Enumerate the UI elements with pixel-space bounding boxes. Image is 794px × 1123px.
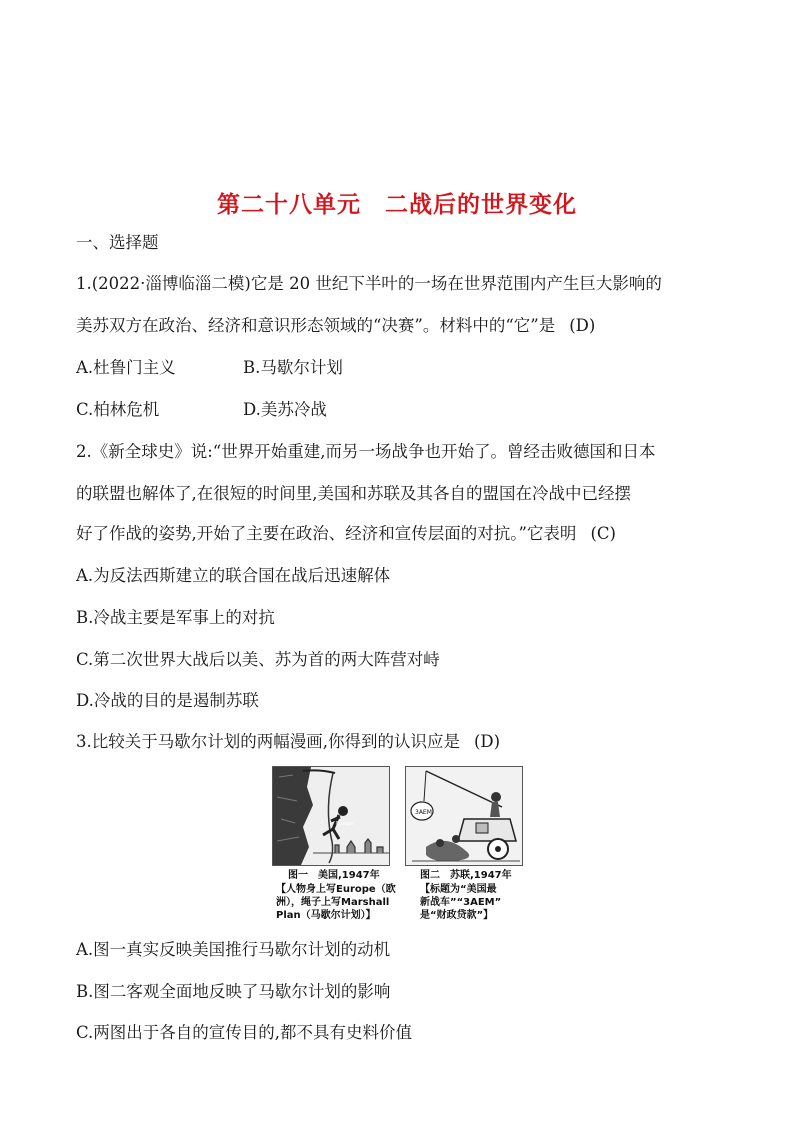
q2-stem-line-2: 的联盟也解体了,在很短的时间里,美国和苏联及其各自的盟国在冷战中已经摆 xyxy=(76,484,631,503)
q1-stem-text: 美苏双方在政治、经济和意识形态领域的“决赛”。材料中的“它”是 xyxy=(76,316,556,335)
figure-1-caption-line-1: 【人物身上写Europe（欧 xyxy=(276,884,396,895)
climber-cartoon-image xyxy=(273,767,389,865)
3aem-label: 3AEM xyxy=(415,809,432,816)
q1-answer: (D) xyxy=(569,316,596,335)
europe-label: Europe xyxy=(336,821,354,827)
figure-1-caption-line-2: 洲），绳子上写Marshall xyxy=(276,897,390,908)
figure-2-caption-line-2: 新战车”“3AEM” xyxy=(420,897,502,908)
figure-2-caption-line-3: 是“财政贷款”】 xyxy=(420,910,494,921)
figure-2-caption-line-1: 【标题为“美国最 xyxy=(420,884,497,895)
tank-cartoon-image xyxy=(406,767,522,865)
q1-option-b: B.马歇尔计划 xyxy=(243,358,343,377)
unit-title: 第二十八单元 二战后的世界变化 xyxy=(217,192,577,218)
cartoon-figure-1 xyxy=(272,766,390,866)
figure-2-caption-title: 图二 苏联,1947年 xyxy=(420,870,512,881)
figure-1-caption-line-3: Plan（马歇尔计划）】 xyxy=(276,910,376,921)
q3-stem-line-1 xyxy=(76,731,500,753)
q2-option-c: C.第二次世界大战后以美、苏为首的两大阵营对峙 xyxy=(76,650,440,669)
q1-option-a: A.杜鲁门主义 xyxy=(76,358,176,377)
q1-option-d: D.美苏冷战 xyxy=(243,400,327,419)
q2-stem-line-3 xyxy=(76,523,616,545)
q2-option-a: A.为反法西斯建立的联合国在战后迅速解体 xyxy=(76,566,391,585)
q2-answer: (C) xyxy=(590,524,616,543)
q3-option-b: B.图二客观全面地反映了马歇尔计划的影响 xyxy=(76,982,391,1001)
section-heading: 一、选择题 xyxy=(76,233,159,252)
q2-stem-line-1: 2.《新全球史》说:“世界开始重建,而另一场战争也开始了。曾经击败德国和日本 xyxy=(76,442,656,461)
figure-1-caption-title: 图一 美国,1947年 xyxy=(288,870,380,881)
q1-stem-line-1: 1.(2022·淄博临淄二模)它是 20 世纪下半叶的一场在世界范围内产生巨大影响的 xyxy=(76,274,662,293)
q3-stem-text: 3.比较关于马歇尔计划的两幅漫画,你得到的认识应是 xyxy=(76,732,460,751)
q3-answer: (D) xyxy=(474,732,501,751)
q2-stem-text: 好了作战的姿势,开始了主要在政治、经济和宣传层面的对抗。”它表明 xyxy=(76,524,577,543)
q1-stem-line-2 xyxy=(76,315,595,337)
q2-option-d: D.冷战的目的是遏制苏联 xyxy=(76,691,259,710)
q3-option-a: A.图一真实反映美国推行马歇尔计划的动机 xyxy=(76,940,391,959)
cartoon-figure-2 xyxy=(405,766,523,866)
q2-option-b: B.冷战主要是军事上的对抗 xyxy=(76,608,275,627)
q1-option-c: C.柏林危机 xyxy=(76,400,160,419)
q3-option-c: C.两图出于各自的宣传目的,都不具有史料价值 xyxy=(76,1023,413,1042)
